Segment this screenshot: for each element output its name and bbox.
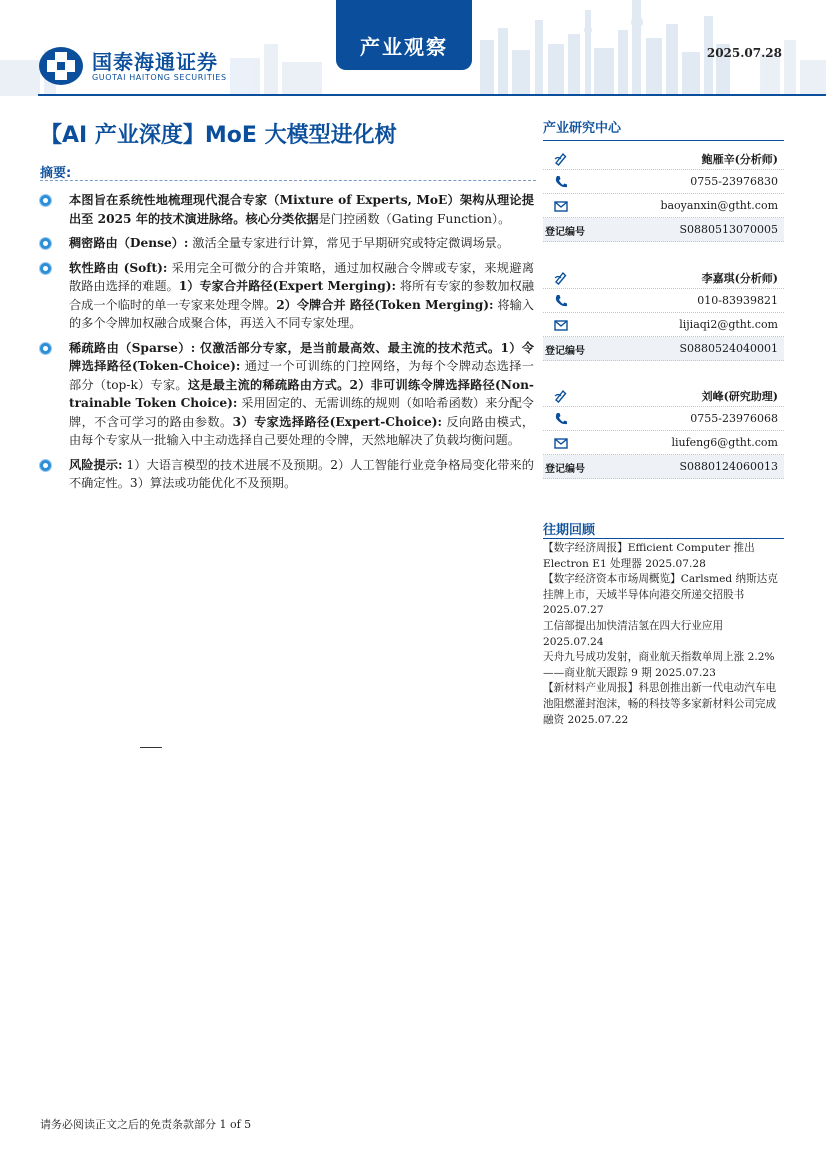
bullet-text: 这是最主流的稀疏路由方式。2）非可训练令牌选择路径(Non-trainable Token Choice): <box>69 377 534 410</box>
analyst-card <box>543 146 784 242</box>
analyst-row <box>543 455 784 479</box>
report-date: 2025.07.28 <box>706 46 782 60</box>
history-list <box>543 541 784 728</box>
bullet-dot-icon <box>40 460 51 471</box>
stray-mark <box>140 747 162 748</box>
page-header <box>0 0 826 96</box>
research-center-divider <box>543 140 784 141</box>
analyst-registration: S0880513070005 <box>679 223 778 236</box>
registration-label: 登记编号 <box>545 227 585 238</box>
bullet-text: 稠密路由（Dense）: <box>69 236 189 250</box>
history-divider <box>543 538 784 539</box>
bullet-dot-icon <box>40 263 51 274</box>
analyst-phone: 010-83939821 <box>697 294 778 307</box>
bullet-dot-icon <box>40 195 51 206</box>
analyst-card <box>543 265 784 361</box>
analyst-card <box>543 383 784 479</box>
abstract-bullet <box>40 191 534 228</box>
bullet-text: 采用固定的、无需训练的规则（如哈希函数）来分配令牌，不含可学习的路由参数。 <box>69 396 534 429</box>
analyst-name: 鲍雁辛(分析师) <box>701 153 778 166</box>
history-item[interactable]: 【新材料产业周报】科思创推出新一代电动汽车电池阻燃灌封泡沫，畅的科技等多家新材料公司完成融资 2025.07.22 <box>543 682 777 726</box>
pen-icon <box>553 387 569 403</box>
abstract-bullet-list <box>40 191 534 499</box>
analyst-email[interactable]: lijiaqi2@gtht.com <box>679 318 778 331</box>
analyst-row <box>543 146 784 170</box>
abstract-bullet <box>40 456 534 493</box>
research-center-title: 产业研究中心 <box>543 121 622 136</box>
mail-icon <box>553 198 569 214</box>
history-item[interactable]: 【数字经济周报】Efficient Computer 推出 Electron E1 处理器 2025.07.28 <box>543 542 755 570</box>
analyst-row <box>543 265 784 289</box>
history-item[interactable]: 【数字经济资本市场周概览】Carlsmed 纳斯达克挂牌上市，天域半导体向港交所递交招股书 2025.07.27 <box>543 573 778 617</box>
registration-label: 登记编号 <box>545 346 585 357</box>
logo-mark-icon <box>38 46 84 86</box>
analyst-row <box>543 170 784 194</box>
analyst-email[interactable]: liufeng6@gtht.com <box>671 436 778 449</box>
logo-chinese-name: 国泰海通证券 <box>92 49 218 74</box>
bullet-text: 软性路由 (Soft): <box>69 260 168 275</box>
pen-icon <box>553 269 569 285</box>
abstract-divider <box>40 180 536 181</box>
bullet-text: 采用完全可微分的合并策略，通过加权融合令牌或专家，来规避离散路由选择的难题。 <box>69 260 535 293</box>
pen-icon <box>553 150 569 166</box>
analyst-registration: S0880124060013 <box>679 460 778 473</box>
bullet-text: 激活全量专家进行计算，常见于早期研究或特定微调场景。 <box>188 236 510 250</box>
abstract-label: 摘要: <box>40 166 72 181</box>
history-title: 往期回顾 <box>543 523 596 538</box>
bullet-text: 风险提示: <box>69 457 123 472</box>
analyst-row <box>543 218 784 242</box>
bullet-text: 1）大语言模型的技术进展不及预期。2）人工智能行业竞争格局变化带来的不确定性。3）算法或功能优化不及预期。 <box>69 457 534 490</box>
bullet-text: 是门控函数（Gating Function）。 <box>318 211 511 226</box>
bullet-text: 稀疏路由（Sparse）: 仅激活部分专家，是当前最高效、最主流的技术范式。1）令牌选择路径(Token-Choice): <box>69 340 534 373</box>
bullet-text: 反向路由模式，由每个专家从一批输入中主动选择自己要处理的令牌，天然地解决了负载均衡问题。 <box>69 414 535 447</box>
bullet-text: 2）令牌合并 路径(Token Merging): <box>276 297 494 312</box>
abstract-bullet <box>40 234 534 253</box>
abstract-bullet <box>40 259 534 333</box>
header-divider <box>38 94 826 96</box>
phone-icon <box>553 293 569 309</box>
analyst-registration: S0880524040001 <box>679 342 778 355</box>
registration-label: 登记编号 <box>545 464 585 475</box>
bullet-dot-icon <box>40 343 51 354</box>
bullet-dot-icon <box>40 238 51 249</box>
bullet-text: 3）专家选择路径(Expert-Choice): <box>232 414 443 429</box>
analyst-row <box>543 407 784 431</box>
history-item[interactable]: 天舟九号成功发射，商业航天指数单周上涨 2.2%——商业航天跟踪 9 期 2025.07.23 <box>543 651 775 679</box>
bullet-text: 本图旨在系统性地梳理现代混合专家（Mixture of Experts, MoE）架构从理论提出至 2025 年的技术演进脉络。核心分类依据 <box>69 193 534 226</box>
analyst-row <box>543 337 784 361</box>
mail-icon <box>553 435 569 451</box>
analyst-row <box>543 383 784 407</box>
logo-english-name: GUOTAI HAITONG SECURITIES <box>92 72 227 82</box>
bullet-text: 将输入的多个令牌加权融合成聚合体，再送入不同专家处理。 <box>69 297 534 330</box>
mail-icon <box>553 317 569 333</box>
analyst-email[interactable]: baoyanxin@gtht.com <box>660 199 778 212</box>
analyst-row <box>543 194 784 218</box>
analyst-row <box>543 431 784 455</box>
phone-icon <box>553 411 569 427</box>
bullet-text: 将所有专家的参数加权融合成一个临时的单一专家来处理令牌。 <box>69 279 535 312</box>
report-category-tab: 产业观察 <box>336 0 472 70</box>
analyst-phone: 0755-23976830 <box>690 175 778 188</box>
analyst-row <box>543 313 784 337</box>
bullet-text: 通过一个可训练的门控网络，为每个令牌动态选择一部分（top-k）专家。 <box>69 359 534 392</box>
phone-icon <box>553 174 569 190</box>
analyst-name: 李嘉琪(分析师) <box>701 272 778 285</box>
history-item[interactable]: 工信部提出加快清洁氢在四大行业应用 2025.07.24 <box>543 619 724 648</box>
abstract-bullet <box>40 339 534 450</box>
report-title: 【AI 产业深度】MoE 大模型进化树 <box>40 123 397 148</box>
analyst-name: 刘峰(研究助理) <box>701 390 778 403</box>
footer-disclaimer: 请务必阅读正文之后的免责条款部分 1 of 5 <box>40 1118 252 1131</box>
bullet-text: 1）专家合并路径(Expert Merging): <box>178 279 396 293</box>
analyst-phone: 0755-23976068 <box>690 412 778 425</box>
analyst-row <box>543 289 784 313</box>
company-logo <box>38 46 227 86</box>
